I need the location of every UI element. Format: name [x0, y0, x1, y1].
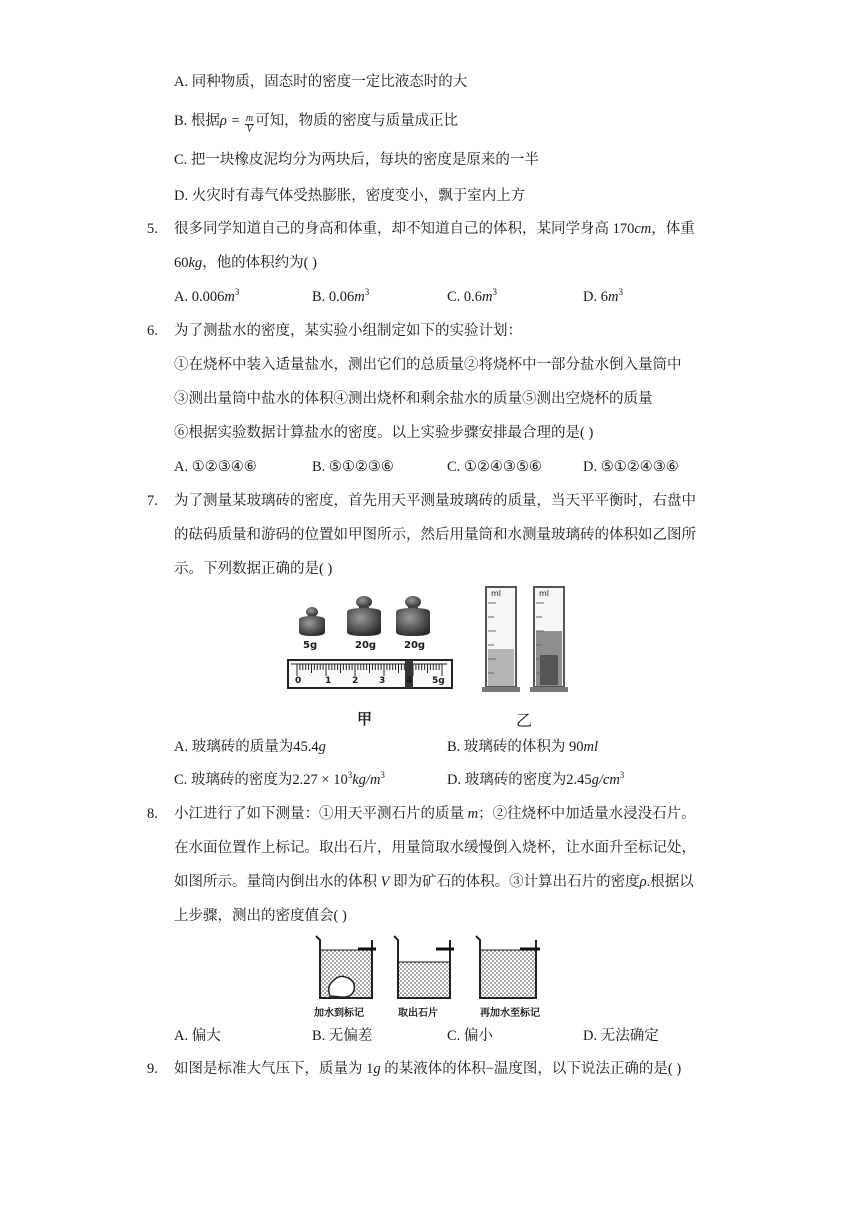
- option-text: D. 玻璃砖的密度为2.45: [447, 772, 592, 788]
- q5-option-c: [447, 287, 497, 307]
- ruler-tick-label: 5g: [432, 676, 445, 686]
- exponent: 3: [347, 770, 353, 780]
- beaker-stone-removed-icon: [394, 936, 454, 998]
- q6-option-a: A. ①②③④⑥: [174, 459, 257, 475]
- q6-line-1: 为了测盐水的密度，某实验小组制定如下的实验计划：: [174, 323, 522, 339]
- q5-number: 5.: [147, 221, 158, 237]
- q9-text: 如图是标准大气压下，质量为 1: [174, 1061, 374, 1077]
- q8-option-b: B. 无偏差: [312, 1028, 373, 1044]
- figure-label-yi: 乙: [516, 711, 533, 730]
- q7-line-1: 为了测量某玻璃砖的密度，首先用天平测量玻璃砖的质量，当天平平衡时，右盘中: [174, 493, 696, 509]
- option-text: B. 玻璃砖的体积为 90: [447, 739, 584, 755]
- exponent: 3: [380, 770, 385, 780]
- option-text: A. 玻璃砖的质量为45.4: [174, 739, 319, 755]
- figure-label-jia: 甲: [357, 710, 373, 728]
- exponent: 3: [619, 770, 625, 780]
- q4-option-b-prefix: B. 根据: [174, 113, 220, 129]
- q7-number: 7.: [147, 493, 158, 509]
- fraction-numerator: m: [245, 113, 254, 124]
- q5-text: 很多同学知道自己的身高和体重，却不知道自己的体积，某同学身高 170: [174, 221, 635, 237]
- q6-option-d: D. ⑤①②④③⑥: [583, 459, 679, 475]
- measuring-cylinder-icon: [530, 587, 568, 692]
- q5-text: ，体重: [651, 221, 695, 237]
- ruler-tick-label: 0: [295, 676, 302, 686]
- q5-text: 60: [174, 255, 189, 271]
- ruler-tick-label: 1: [325, 676, 332, 686]
- q4-option-d: D. 火灾时有毒气体受热膨胀，密度变小，飘于室内上方: [174, 188, 526, 204]
- q6-line-2: ①在烧杯中装入适量盐水，测出它们的总质量②将烧杯中一部分盐水倒入量筒中: [174, 357, 682, 373]
- weight-20g-icon: [347, 596, 381, 636]
- q8-text: .根据以: [646, 874, 694, 890]
- weight-label: 20g: [355, 640, 377, 651]
- beaker-with-stone-icon: [316, 936, 376, 998]
- q9-line-1: [174, 1059, 681, 1079]
- q6-line-4: ⑥根据实验数据计算盐水的密度。以上实验步骤安排最合理的是( ): [174, 425, 594, 441]
- q8-option-d: D. 无法确定: [583, 1028, 659, 1044]
- option-text: B. 0.06: [312, 289, 355, 305]
- q8-option-a: A. 偏大: [174, 1028, 221, 1044]
- beaker-caption: 加水到标记: [314, 1008, 364, 1019]
- weight-label: 20g: [404, 640, 426, 651]
- q7-option-b: [447, 737, 598, 757]
- ruler-tick-label: 4: [406, 676, 413, 686]
- option-text: D. 6: [583, 289, 608, 305]
- q5-line-2: [174, 253, 317, 273]
- q8-number: 8.: [147, 806, 158, 822]
- exponent: 3: [364, 287, 370, 297]
- q5-option-a: [174, 287, 239, 307]
- unit-m: m: [482, 289, 493, 305]
- q8-text: 小江进行了如下测量：①用天平测石片的质量: [174, 806, 468, 822]
- q4-option-c: C. 把一块橡皮泥均分为两块后，每块的密度是原来的一半: [174, 152, 539, 168]
- ruler-tick-label: 3: [379, 676, 386, 686]
- beaker-caption: 取出石片: [398, 1008, 438, 1019]
- exponent: 3: [492, 287, 498, 297]
- q6-option-b: B. ⑤①②③⑥: [312, 459, 394, 475]
- q7-line-3: 示。下列数据正确的是( ): [174, 561, 333, 577]
- q7-option-a: [174, 737, 326, 757]
- unit-g: g: [373, 1061, 381, 1077]
- unit-m: m: [607, 289, 619, 305]
- unit-m: m: [224, 289, 235, 305]
- weight-20g-icon: [396, 596, 430, 636]
- q7-line-2: 的砝码质量和游码的位置如甲图所示，然后用量筒和水测量玻璃砖的体积如乙图所: [174, 527, 696, 543]
- q8-option-c: C. 偏小: [447, 1028, 493, 1044]
- q6-option-c: C. ①②④③⑤⑥: [447, 459, 542, 475]
- q5-option-b: [312, 287, 369, 307]
- cylinder-unit-label: ml: [539, 589, 550, 598]
- q7-option-d: [447, 770, 624, 790]
- q7-option-c: [174, 770, 385, 790]
- q8-text: ；②往烧杯中加适量水浸没石片。: [478, 806, 696, 822]
- q6-number: 6.: [147, 323, 158, 339]
- q5-text: ，他的体积约为( ): [202, 255, 317, 271]
- q8-line-1: [174, 804, 696, 824]
- q5-line-1: [174, 219, 695, 239]
- unit-ml: ml: [583, 739, 599, 755]
- cylinder-unit-label: ml: [491, 589, 502, 598]
- unit-cm: cm: [634, 221, 652, 237]
- weight-5g-icon: [299, 607, 325, 636]
- fraction-m-over-v: [245, 114, 254, 135]
- option-text: A. 0.006: [174, 289, 225, 305]
- q8-text: 如图所示。量筒内倒出水的体积: [174, 874, 381, 890]
- q8-line-2: 在水面位置作上标记。取出石片，用量筒取水缓慢倒入烧杯，让水面升至标记处，: [174, 840, 696, 856]
- unit-kg-per-m3: kg/m: [352, 772, 381, 788]
- unit-g-per-cm3: g/cm: [591, 772, 620, 788]
- ruler-tick-label: 2: [352, 676, 359, 686]
- exponent: 3: [618, 287, 623, 297]
- symbol-v: V: [380, 874, 390, 890]
- q4-option-b: [174, 111, 458, 135]
- option-text: C. 玻璃砖的密度为2.27 × 10: [174, 772, 348, 788]
- q8-line-3: [174, 872, 694, 892]
- measuring-cylinder-icon: [482, 587, 520, 692]
- unit-kg: kg: [188, 255, 203, 271]
- measuring-cylinders-illustration: [478, 583, 578, 695]
- q8-text: 即为矿石的体积。③计算出石片的密度: [389, 874, 640, 890]
- rho-symbol: ρ =: [219, 113, 244, 129]
- q4-option-a: A. 同种物质，固态时的密度一定比液态时的大: [174, 74, 468, 90]
- q9-number: 9.: [147, 1061, 158, 1077]
- fraction-denominator: V: [246, 124, 253, 135]
- unit-g: g: [318, 739, 326, 755]
- q5-option-d: [583, 287, 623, 307]
- unit-m: m: [354, 289, 365, 305]
- q6-line-3: ③测出量筒中盐水的体积④测出烧杯和剩余盐水的质量⑤测出空烧杯的质量: [174, 391, 653, 407]
- symbol-rho: ρ: [639, 874, 647, 890]
- beaker-refilled-icon: [476, 936, 540, 998]
- q4-option-b-suffix: 可知，物质的密度与质量成正比: [255, 113, 459, 129]
- cylinders-figure: [478, 583, 578, 695]
- balance-figure: [285, 588, 455, 698]
- beaker-caption: 再加水至标记: [480, 1008, 540, 1019]
- beakers-figure: [310, 930, 550, 1022]
- weight-label: 5g: [303, 640, 318, 651]
- q9-text: 的某液体的体积−温度图，以下说法正确的是( ): [380, 1061, 682, 1077]
- exponent: 3: [234, 287, 240, 297]
- q8-line-4: 上步骤，测出的密度值会( ): [174, 908, 347, 924]
- symbol-m: m: [467, 806, 479, 822]
- option-text: C. 0.6: [447, 289, 483, 305]
